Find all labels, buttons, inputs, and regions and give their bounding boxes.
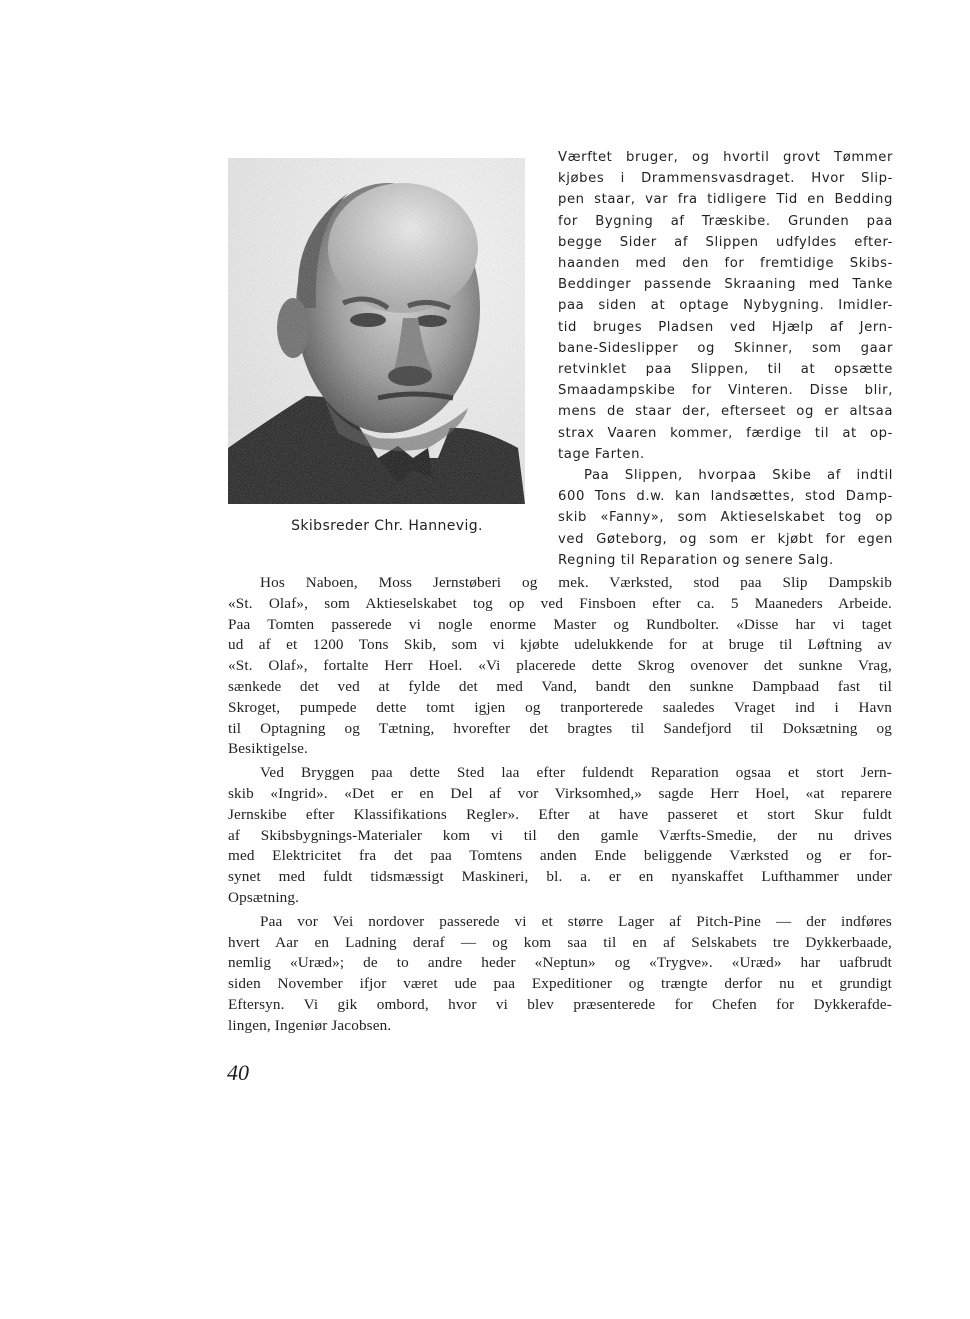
text-line: Jernskibe efter Klassifikations Regler». Efter at have passeret et stort Skur fuldt [228, 805, 892, 823]
text-line: ud af et 1200 Tons Skib, som vi kjøbte udelukkende for at bruge til Løftning av [228, 636, 892, 654]
text-line: Paa Slippen, hvorpaa Skibe af indtil [584, 468, 893, 484]
text-line: Skroget, pumpede dette tomt igjen og tranporterede saaledes Vraget ind i Havn [228, 698, 892, 716]
main-paragraph-3 [228, 912, 892, 1037]
text-line: «St. Olaf», fortalte Herr Hoel. «Vi placerede dette Skrog ovenover det sunkne Vrag, [228, 657, 892, 675]
text-line: mens de staar der, efterseet og er altsaa [558, 404, 893, 420]
text-line: Besiktigelse. [228, 740, 308, 758]
text-line: begge Sider af Slippen udfyldes efter- [558, 234, 893, 250]
main-column-text [228, 573, 892, 1040]
text-line: Opsætning. [228, 888, 300, 906]
text-line: Paa vor Vei nordover passerede vi et større Lager af Pitch-Pine — der indføres [260, 912, 892, 930]
side-paragraph-1 [558, 147, 893, 465]
text-line: synet med fuldt tidsmæssigt Maskineri, bl. a. er en nyanskaffet Lufthammer under [228, 868, 892, 886]
text-line: Beddinger passende Skraaning med Tanke [558, 277, 893, 293]
text-line: tage Farten. [558, 446, 645, 462]
text-line: til Optagning og Tætning, hvorefter det bragtes til Sandefjord til Doksætning og [228, 719, 892, 737]
text-line: skib «Fanny», som Aktieselskabet tog op [558, 510, 893, 526]
text-line: haanden med den for fremtidige Skibs- [558, 256, 893, 272]
text-line: Ved Bryggen paa dette Sted laa efter fuldendt Reparation ogsaa et stort Jern- [260, 764, 892, 782]
text-line: bane-Sideslipper og Skinner, som gaar [558, 340, 893, 356]
text-line: sænkede det ved at fylde det med Vand, bandt den sunkne Dampbaad fast til [228, 677, 892, 695]
text-line: Værftet bruger, og hvortil grovt Tømmer [558, 150, 893, 165]
side-paragraph-2 [558, 465, 893, 571]
text-line: «St. Olaf», som Aktieselskabet tog op ved Finsboen efter ca. 5 Maaneders Arbeide. [228, 594, 892, 612]
text-line: Hos Naboen, Moss Jernstøberi og mek. Værksted, stod paa Slip Dampskib [260, 574, 892, 591]
main-paragraph-2 [228, 763, 892, 909]
photo-caption: Skibsreder Chr. Hannevig. [291, 518, 483, 534]
text-line: kjøbes i Drammensvasdraget. Hvor Slip- [558, 171, 893, 187]
text-line: ved Gøteborg, og som er kjøbt for egen [558, 531, 893, 547]
text-line: for Bygning af Træskibe. Grunden paa [558, 213, 893, 229]
text-line: skib «Ingrid». «Det er en Del af vor Virksomhed,» sagde Herr Hoel, «at reparere [228, 784, 892, 802]
text-line: Smaadampskibe for Vinteren. Disse blir, [558, 383, 893, 399]
text-line: paa siden at optage Nybygning. Imidler- [558, 298, 893, 314]
text-line: 600 Tons d.w. kan landsættes, stod Damp- [558, 489, 893, 505]
portrait-image [228, 158, 525, 504]
text-line: hvert Aar en Ladning deraf — og kom saa til en af Selskabets tre Dykkerbaade, [228, 933, 892, 951]
text-line: af Skibsbygnings-Materialer kom vi til den gamle Værfts-Smedie, der nu drives [228, 826, 892, 844]
text-line: tid bruges Pladsen ved Hjælp af Jern- [558, 319, 893, 335]
text-line: pen staar, var fra tidligere Tid en Bedding [558, 192, 893, 208]
text-line: Eftersyn. Vi gik ombord, hvor vi blev præsenterede for Chefen for Dykkerafde- [228, 995, 892, 1013]
text-line: retvinklet paa Slippen, til at opsætte [558, 362, 893, 378]
portrait-photo [228, 158, 525, 504]
page-number: 40 [227, 1060, 249, 1085]
main-paragraph-1 [228, 573, 892, 760]
text-line: Regning til Reparation og senere Salg. [558, 552, 834, 568]
text-line: med Elektricitet fra det paa Tomtens anden Ende beliggende Værksted og er for- [228, 847, 892, 865]
text-line: lingen, Ingeniør Jacobsen. [228, 1016, 392, 1034]
side-column-text [558, 147, 893, 571]
text-line: nemlig «Uræd»; de to andre heder «Neptun» og «Trygve». «Uræd» har uafbrudt [228, 954, 892, 972]
text-line: Paa Tomten passerede vi nogle enorme Master og Rundbolter. «Disse har vi taget [228, 615, 892, 633]
text-line: siden November ifjor været ude paa Expeditioner og trængte derfor nu et grundigt [228, 975, 892, 993]
text-line: strax Vaaren kommer, færdige til at op- [558, 425, 893, 441]
